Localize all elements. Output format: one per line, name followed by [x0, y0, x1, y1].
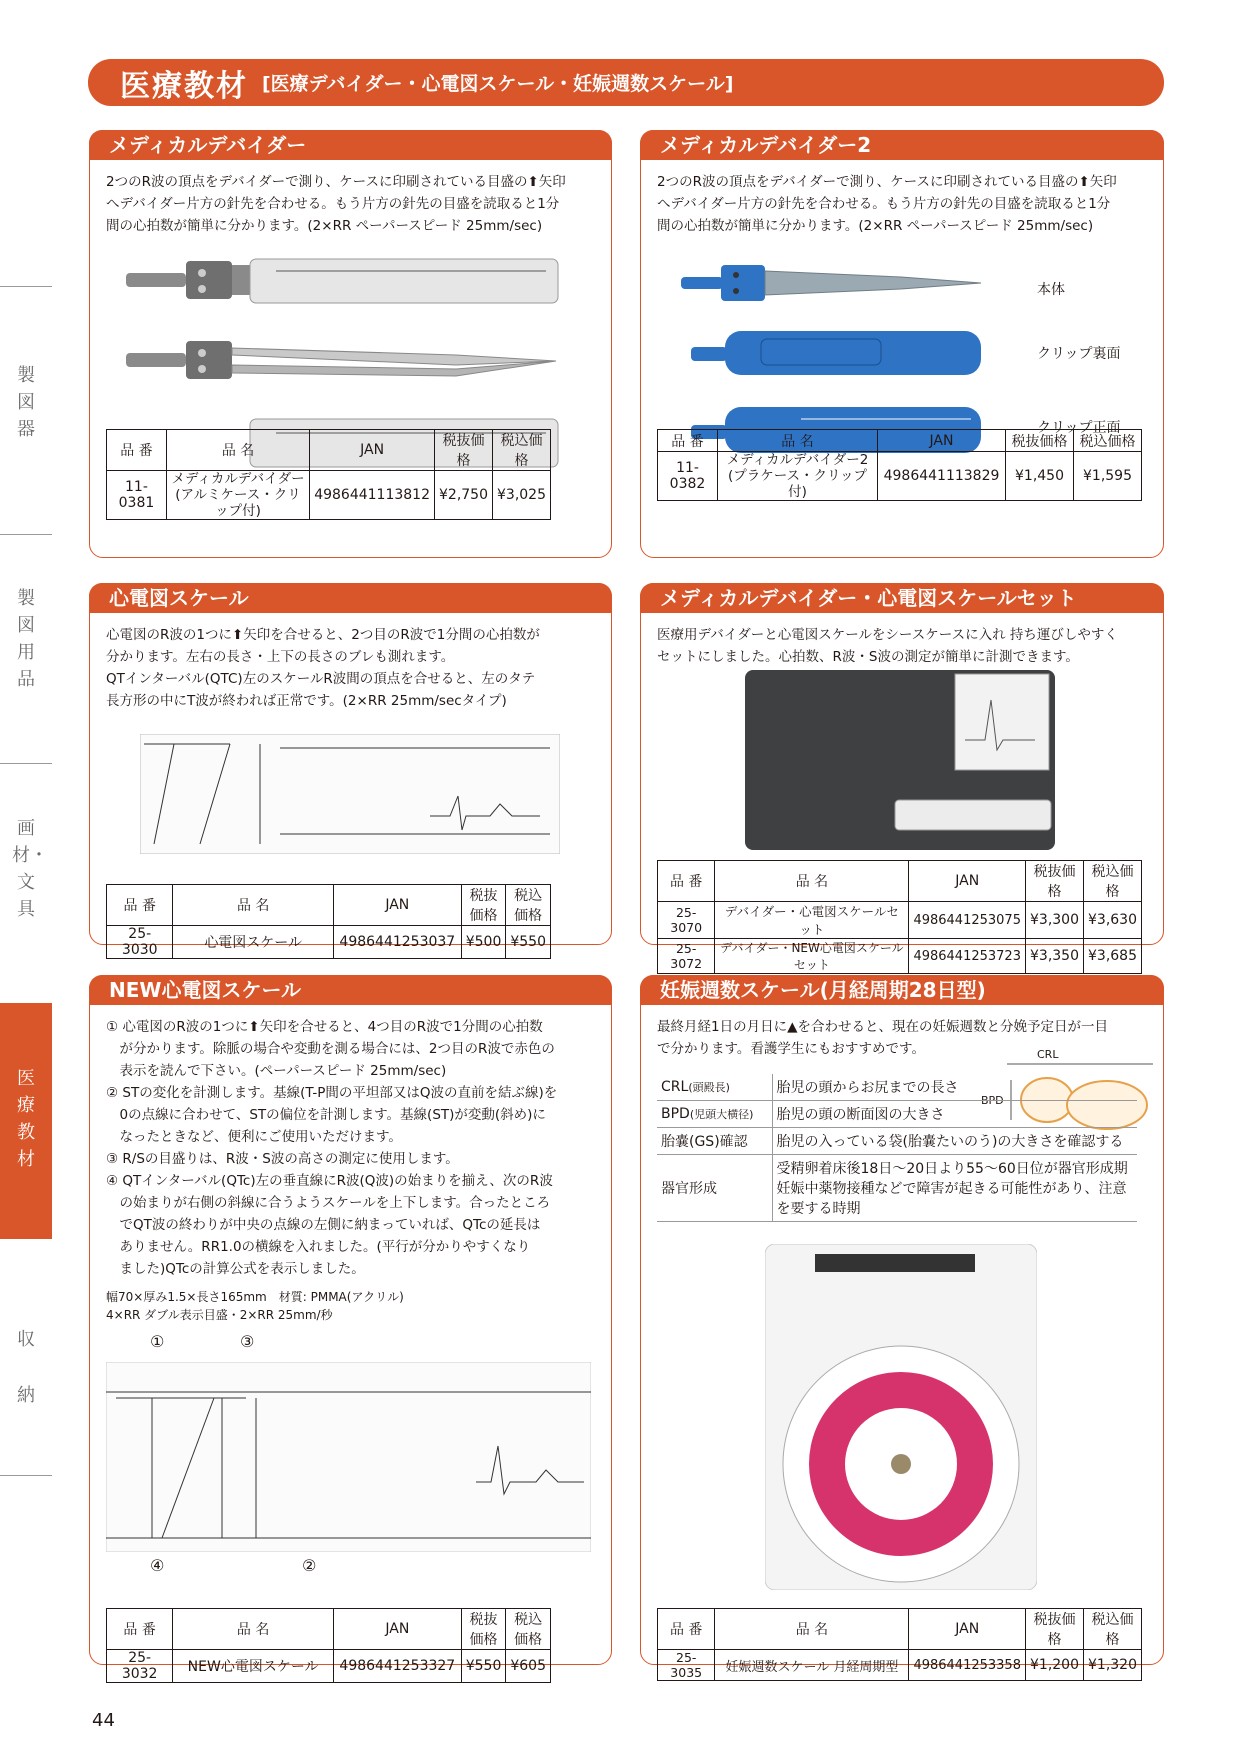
spec-table: 品 番 品 名 JAN 税抜価格 税込価格 25-3032 NEW心電図スケール 4986441253327 ¥550 ¥605 [106, 1608, 551, 1683]
sidebar-divider [0, 1475, 52, 1476]
sidebar-divider [0, 534, 52, 535]
card-title: メディカルデバイダー2 [640, 130, 1164, 160]
product-description: 医療用デバイダーと心電図スケールをシースケースに入れ 持ち運びしやすく セットにしました。心拍数、R波・S波の測定が簡単に計測できます。 [657, 627, 1118, 665]
product-spec-text: 幅70×厚み1.5×長さ165mm 材質: PMMA(アクリル) 4×RR ダブル表示目盛・2×RR 25mm/秒 [106, 1290, 404, 1322]
table-row: 胎嚢(GS)確認 胎児の入っている袋(胎嚢たいのう)の大きさを確認する [657, 1128, 1137, 1155]
marker-3: ③ [240, 1332, 255, 1351]
spec-table: 品 番 品 名 JAN 税抜価格 税込価格 11-0382 メディカルデバイダー2 (プラケース・クリップ付) 4986441113829 ¥1,450 ¥1,595 [657, 429, 1142, 501]
product-description: 心電図のR波の1つに⬆矢印を合せると、2つ目のR波で1分間の心拍数が 分かります。左右の長さ・上下の長さのブレも測れます。 QTインターバル(QTC)左のスケールR波間の頂点を合せると、左のタテ 長方形の中にT波が終われば正常です。(2×RR 25mm/secタイプ) [106, 627, 540, 709]
marker-1: ① [150, 1332, 165, 1351]
caption-clip-front: クリップ正面 [1037, 420, 1121, 436]
product-description: 2つのR波の頂点をデバイダーで測り、ケースに印刷されている目盛の⬆矢印 へデバイダー片方の針先を合わせる。もう片方の針先の目盛を読取ると1分 間の心拍数が簡単に分かります。(2×RR ペーパースピード 25mm/sec) [106, 174, 566, 234]
diagram-bpd-label: BPD [981, 1094, 1004, 1107]
ecg-scale-image [140, 734, 560, 854]
table-row: 25-3072 デバイダー・NEW心電図スケールセット 4986441253723 ¥3,350 ¥3,685 [658, 939, 1142, 974]
table-row: CRL(頭殿長) 胎児の頭からお尻までの長さ [657, 1074, 1137, 1101]
sidebar-divider [0, 286, 52, 287]
product-description: 2つのR波の頂点をデバイダーで測り、ケースに印刷されている目盛の⬆矢印 へデバイダー片方の針先を合わせる。もう片方の針先の目盛を読取ると1分 間の心拍数が簡単に分かります。(2×RR ペーパースピード 25mm/sec) [657, 174, 1117, 234]
table-row: 25-3035 妊娠週数スケール 月経周期型 4986441253358 ¥1,200 ¥1,320 [658, 1650, 1142, 1681]
spec-table: 品 番 品 名 JAN 税抜価格 税込価格 25-3070 デバイダー・心電図スケールセット 4986441253075 ¥3,300 ¥3,630 25-3072 デバイダー・NEW心電図スケールセット 4986441253723 ¥3,350 ¥3,685 [657, 860, 1142, 974]
sidebar-divider [0, 763, 52, 764]
product-card-new-ecg-scale [89, 975, 612, 1682]
product-description: 最終月経1日の月日に▲を合わせると、現在の妊娠週数と分娩予定日が一目 で分かります。看護学生にもおすすめです。 [657, 1019, 1108, 1057]
pregnancy-wheel-image [765, 1244, 1037, 1590]
page-subtitle: [医療デバイダー・心電図スケール・妊娠週数スケール] [262, 73, 734, 95]
page-title: 医療教材 [120, 68, 248, 104]
product-card-divider-ecg-set [640, 583, 1164, 972]
marker-4: ④ [150, 1556, 165, 1575]
marker-2: ② [302, 1556, 317, 1575]
table-row: BPD(児頭大横径) 胎児の頭の断面図の大きさ [657, 1101, 1137, 1128]
product-card-medical-divider-2 [640, 130, 1164, 558]
sidebar-item-storage[interactable]: 収納 [17, 1329, 35, 1406]
caption-body: 本体 [1037, 282, 1065, 298]
new-ecg-scale-image [106, 1362, 591, 1552]
page-number: 44 [92, 1710, 115, 1731]
spec-table: 品 番 品 名 JAN 税抜価格 税込価格 25-3030 心電図スケール 4986441253037 ¥500 ¥550 [106, 884, 551, 959]
card-title: メディカルデバイダー・心電図スケールセット [640, 583, 1164, 613]
card-title: 妊娠週数スケール(月経周期28日型) [640, 975, 1164, 1005]
spec-table: 品 番 品 名 JAN 税抜価格 税込価格 25-3035 妊娠週数スケール 月経周期型 4986441253358 ¥1,200 ¥1,320 [657, 1608, 1142, 1681]
sidebar-item-art-stationery[interactable]: 画材・文具 [12, 818, 48, 920]
product-description: ① 心電図のR波の1つに⬆矢印を合せると、4つ目のR波で1分間の心拍数 が分かります。除脈の場合や変動を測る場合には、2つ目のR波で赤色の 表示を読んで下さい。(ペーパースピード 25mm/sec) ② STの変化を計測します。基線(T-P間の平坦部又はQ波の直前を結ぶ線)を 0の点線に合わせて、STの偏位を計測します。基線(ST)が変動(斜め)に なったときなど、便利にご使用いただけます。 ③ R/Sの目盛りは、R波・S波の高さの測定に使用します。 ④ QTインターバル(QTc)左の垂直線にR波(Q波)の始まりを揃え、次のR波 の始まりが右側の斜線に合うようスケールを上下します。合ったところ でQT波の終わりが中央の点線の左側に納まっていれば、QTcの延長は ありません。RR1.0の横線を入れました。(平行が分かりやすくなり ました)QTcの計算公式を表示しました。 [106, 1019, 558, 1277]
diagram-crl-label: CRL [1037, 1048, 1059, 1061]
divider-ecg-set-image [745, 670, 1055, 850]
product-card-pregnancy-scale [640, 975, 1164, 1680]
table-row: 11-0381 メディカルデバイダー (アルミケース・クリップ付) 4986441113812 ¥2,750 ¥3,025 [107, 471, 551, 520]
sidebar-item-drafting-tools[interactable]: 製図器 [17, 365, 35, 440]
sidebar-item-medical: 医療教材 [17, 1068, 35, 1170]
sidebar-item-medical-active[interactable] [0, 1003, 52, 1239]
caption-clip-back: クリップ裏面 [1037, 346, 1121, 362]
table-row: 器官形成 受精卵着床後18日〜20日より55〜60日位が器官形成期 妊娠中薬物接種などで障害が起きる可能性があり、注意 を要する時期 [657, 1155, 1137, 1222]
table-row: 25-3030 心電図スケール 4986441253037 ¥500 ¥550 [107, 926, 551, 959]
product-card-ecg-scale [89, 583, 612, 958]
table-row: 11-0382 メディカルデバイダー2 (プラケース・クリップ付) 4986441113829 ¥1,450 ¥1,595 [658, 452, 1142, 501]
pregnancy-terms-table [657, 1074, 1137, 1222]
spec-table: 品 番 品 名 JAN 税抜価格 税込価格 11-0381 メディカルデバイダー (アルミケース・クリップ付) 4986441113812 ¥2,750 ¥3,025 [106, 429, 551, 520]
card-title: 心電図スケール [89, 583, 612, 613]
product-card-medical-divider [89, 130, 612, 558]
page-header [88, 59, 1164, 106]
table-row: 25-3070 デバイダー・心電図スケールセット 4986441253075 ¥3,300 ¥3,630 [658, 902, 1142, 939]
card-title: メディカルデバイダー [89, 130, 612, 160]
card-title: NEW心電図スケール [89, 975, 612, 1005]
sidebar-item-drafting-supplies[interactable]: 製図用品 [17, 588, 35, 690]
table-row: 25-3032 NEW心電図スケール 4986441253327 ¥550 ¥605 [107, 1650, 551, 1683]
